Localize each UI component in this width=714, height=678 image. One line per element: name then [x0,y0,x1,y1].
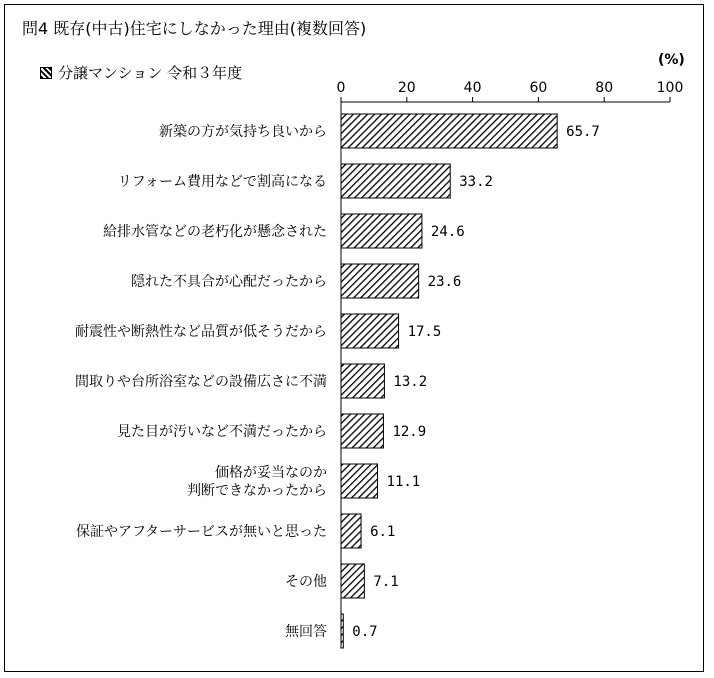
x-tick-label: 60 [529,80,548,96]
bar [341,114,557,148]
category-label: 間取りや台所浴室などの設備広さに不満 [75,374,327,390]
unit-label: (%) [658,52,685,68]
category-label: その他 [285,574,327,590]
category-label: リフォーム費用などで割高になる [117,174,327,190]
value-label: 11.1 [386,474,421,490]
value-label: 7.1 [373,574,399,590]
x-tick-label: 80 [595,80,614,96]
x-tick-label: 20 [397,80,416,96]
category-label: 隠れた不具合が心配だったから [131,274,327,290]
bar [341,164,450,198]
value-label: 24.6 [430,224,465,240]
x-tick-label: 100 [656,80,684,96]
category-label: 保証やアフターサービスが無いと思った [75,524,327,540]
bar [341,414,383,448]
value-label: 65.7 [566,124,600,140]
value-label: 0.7 [352,624,378,640]
bar [341,614,343,648]
value-label: 6.1 [370,524,396,540]
value-label: 12.9 [392,424,427,440]
chart-title: 問4 既存(中古)住宅にしなかった理由(複数回答) [22,19,367,38]
value-label: 33.2 [459,174,493,190]
bar [341,514,361,548]
category-label: 給排水管などの老朽化が懸念された [103,224,327,240]
bar [341,464,378,498]
bar [341,364,384,398]
x-tick-label: 40 [463,80,482,96]
category-label: 耐震性や断熱性など品質が低そうだから [75,324,327,340]
category-label: 見た目が汚いなど不満だったから [117,424,327,440]
legend-label: 分譲マンション 令和３年度 [58,64,243,82]
bar [341,214,422,248]
value-label: 17.5 [407,324,442,340]
category-label: 価格が妥当なのか判断できなかったから [187,465,327,499]
bar [341,264,419,298]
bar [341,314,399,348]
x-tick-label: 0 [336,80,346,96]
bar [341,564,364,598]
category-label: 無回答 [285,624,327,640]
value-label: 13.2 [393,374,428,390]
value-label: 23.6 [427,274,462,290]
category-label: 新築の方が気持ち良いから [159,124,327,140]
